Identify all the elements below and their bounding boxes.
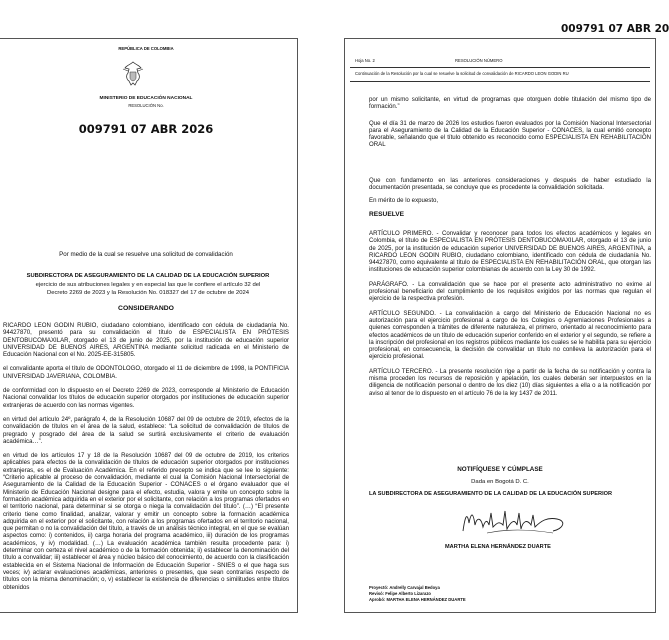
resolution-label: RESOLUCIÓN No. [128,103,164,108]
paragraph-merito: En mérito de lo expuesto, [369,197,439,205]
paragraph-cont: por un mismo solicitante, en virtud de programas que otorguen doble titulación del mismo tipo de formación.” [369,96,651,111]
sheet-number: Hoja No. 2 [355,58,375,63]
proyecto-line: Proyectó: Andrelly Carvajal Bedoya [369,585,440,590]
authority-title: SUBDIRECTORA DE ASEGURAMIENTO DE LA CALIDAD DE LA EDUCACIÓN SUPERIOR [26,273,270,279]
paragraph-conaces: Que el día 31 de marzo de 2026 los estudios fueron evaluados por la Comisión Nacional Intersectorial para el Aseguramiento de la Calidad de la Educación Superior - CONACES, la cual emitió concepto favorable, señalando que el título obtenido es reconocido como ESPECIALISTA EN REHABILITACIÓN ORAL [369,119,651,149]
republic-label: REPÚBLICA DE COLOMBIA [118,46,174,51]
header-divider [350,67,650,68]
signatory-title: LA SUBDIRECTORA DE ASEGURAMIENTO DE LA CALIDAD DE LA EDUCACIÓN SUPERIOR [369,491,613,497]
authority-line-3: Decreto 2269 de 2023 y la Resolución No. 018327 del 17 de octubre de 2024 [46,290,250,296]
article-primero: ARTÍCULO PRIMERO. - Convalidar y reconocer para todos los efectos académicos y legales en Colombia, el título de ESPECIALISTA EN PRÓTESIS DENTOBUCOMAXILAR, otorgado el 13 de junio de 2025, por la institución de educación superior UNIVERSIDAD DE BUENOS AIRES, ARGENTINA, a RICARDO LEON GODIN RUBIO, ciudadano colombiano, identificado con cédula de ciudadanía No. 94427870, como equivalente al título de ESPECIALISTA EN REHABILITACIÓN ORAL, que otorgan las instituciones de educación superior colombianas de acuerdo con la Ley 30 de 1992. [369,229,651,274]
authority-line-2: ejercicio de sus atribuciones legales y en especial las que le confiere el artículo 32 del [35,282,261,288]
considerando-body [3,322,289,598]
header-divider-2 [350,81,650,82]
dada-line: Dada en Bogotá D. C. [471,479,529,485]
coat-of-arms-icon [118,59,148,89]
page2-body [369,96,651,404]
article-segundo: ARTÍCULO SEGUNDO. - La convalidación a cargo del Ministerio de Educación Nacional no es autorización para el ejercicio profesional a cargo de los Colegios o Agremiaciones Profesionales a quienes corresponden a trámites de diferente naturaleza, el primero, orientado al reconocimiento para efectos académicos de un título de educación superior conferido en el exterior y el segundo, se refiere a la inscripción del profesional en los registros públicos mediante los cuales se le habilita para su ejercicio profesional, en consecuencia, la decisión de convalidar un título no conlleva la autorización para el ejercicio profesional. [369,309,651,361]
header-resolution-number-right: 009791 07 ABR 20 [561,23,669,35]
aprobo-line: Aprobó: MARTHA ELENA HERNÁNDEZ DUARTE [369,597,466,602]
paragraph-conclusion: Que con fundamento en las anteriores consideraciones y después de haber estudiado la documentación presentada, se concluye que es procedente la convalidación solicitada. [369,176,651,192]
paragrafo: PARÁGRAFO. - La convalidación que se hace por el presente acto administrativo no exime al profesional beneficiario del cumplimiento de los requisitos exigidos por las normas que regulan el ejercicio de la respectiva profesión. [369,280,651,303]
signatory-name: MARTHA ELENA HERNÁNDEZ DUARTE [445,544,551,550]
handwritten-signature-icon [457,503,577,539]
notifiquese-heading: NOTIFÍQUESE Y CÚMPLASE [457,466,543,473]
resolution-number-label: RESOLUCIÓN NÚMERO [455,58,503,63]
document-page-1 [0,38,298,613]
paragraph-4: en virtud del artículo 24º, parágrafo 4, de la Resolución 10687 del 09 de octubre de 2019, efectos de la convalidación de títulos en el área de la salud, establece: “La solicitud de convalidación de títulos de pregrado y posgrado del área de la salud se surtirá exclusivamente el criterio de evaluación académica…”. [3,415,289,445]
subject-line: Por medio de la cual se resuelve una solicitud de convalidación [59,251,233,258]
paragraph-2: el convalidante aporta el título de ODONTOLOGO, otorgado el 11 de diciembre de 1998, la PONTIFICIA UNIVERSIDAD JAVERIANA, COLOMBIA. [3,365,289,380]
resolution-number: 009791 07 ABR 2026 [78,122,214,136]
reviso-line: Revisó: Felipe Alberto Lizarazo [369,591,431,596]
resuelve-heading: RESUELVE [369,210,405,218]
continuation-line: Continuación de la Resolución por la cual se resuelve la solicitud de convalidación de RICARDO LEON GODIN RU [355,71,569,76]
considerando-heading: CONSIDERANDO [118,305,174,312]
paragraph-1: RICARDO LEON GODIN RUBIO, ciudadano colombiano, identificado con cédula de ciudadanía No. 94427870, presentó para su convalidación el título de ESPECIALISTA EN PRÓTESIS DENTOBUCOMAXILAR, otorgado el 13 de junio de 2025, por la institución de educación superior UNIVERSIDAD DE BUENOS AIRES, ARGENTINA mediante solicitud radicada en el Ministerio de Educación Nacional con el No. 2025-EE-315805. [3,322,289,359]
paragraph-3: de conformidad con lo dispuesto en el Decreto 2269 de 2023, corresponde al Ministerio de Educación Nacional convalidar los títulos de educación superior otorgados por instituciones de educación superior extranjeras de acuerdo con las normas vigentes. [3,387,289,409]
article-tercero: ARTÍCULO TERCERO. - La presente resolución rige a partir de la fecha de su notificación y contra la misma proceden los recursos de reposición y apelación, los cuales deberán ser interpuestos en la diligencia de notificación personal o dentro de los diez (10) días siguientes a ella o a la notificación por aviso al tenor de lo dispuesto en el artículo 76 de la ley 1437 de 2011. [369,367,651,397]
paragraph-5: en virtud de los artículos 17 y 18 de la Resolución 10687 del 09 de octubre de 2019, los criterios aplicables para efectos de la convalidación de títulos de educación superior otorgados por instituciones extranjeras, es el de Evaluación Académica. En el referido precepto se indica que se lee lo siguiente: “Criterio aplicable al proceso de convalidación, mediante el cual la Comisión Nacional Intersectorial de Aseguramiento de la Calidad de la Educación Superior - CONACES o el órgano evaluador que el Ministerio de Educación Nacional designe para el efecto, estudia, valora y emite un concepto sobre la formación académica adquirida en el exterior por el solicitante, con relación a los programas ofertados en el territorio nacional, para determinar si se otorga o niega la convalidación del título”. (…) “El presente criterio tiene como finalidad, analizar, valorar y emitir un concepto sobre la formación académica adquirida en el exterior por el solicitante, con relación a los programas ofertados en el territorio nacional, que permitan o no la convalidación del título, a través de un análisis técnico integral, en el que se evalúan aspectos como: i) contenidos, ii) carga horaria del programa académico, iii) duración de los programas académicos, y iv) modalidad. (…) La evaluación académica también resulta procedente para: i) determinar con certeza el nivel académico o de la formación obtenida; ii) establecer la denominación del título a convalidar; iii) establecer el área y núcleo básico del conocimiento, de acuerdo con la clasificación establecida en el Sistema Nacional de Información de Educación Superior - SNIES o el que haga sus veces; iv) aclarar evaluaciones académicas, anteriores o presentes, que sean contrarias respecto de títulos con la misma denominación; o, v) establecer la existencia de diferencias o similitudes entre títulos obtenidos [3,452,289,591]
ministry-label: MINISTERIO DE EDUCACIÓN NACIONAL [99,96,193,101]
document-page-2 [344,38,656,613]
